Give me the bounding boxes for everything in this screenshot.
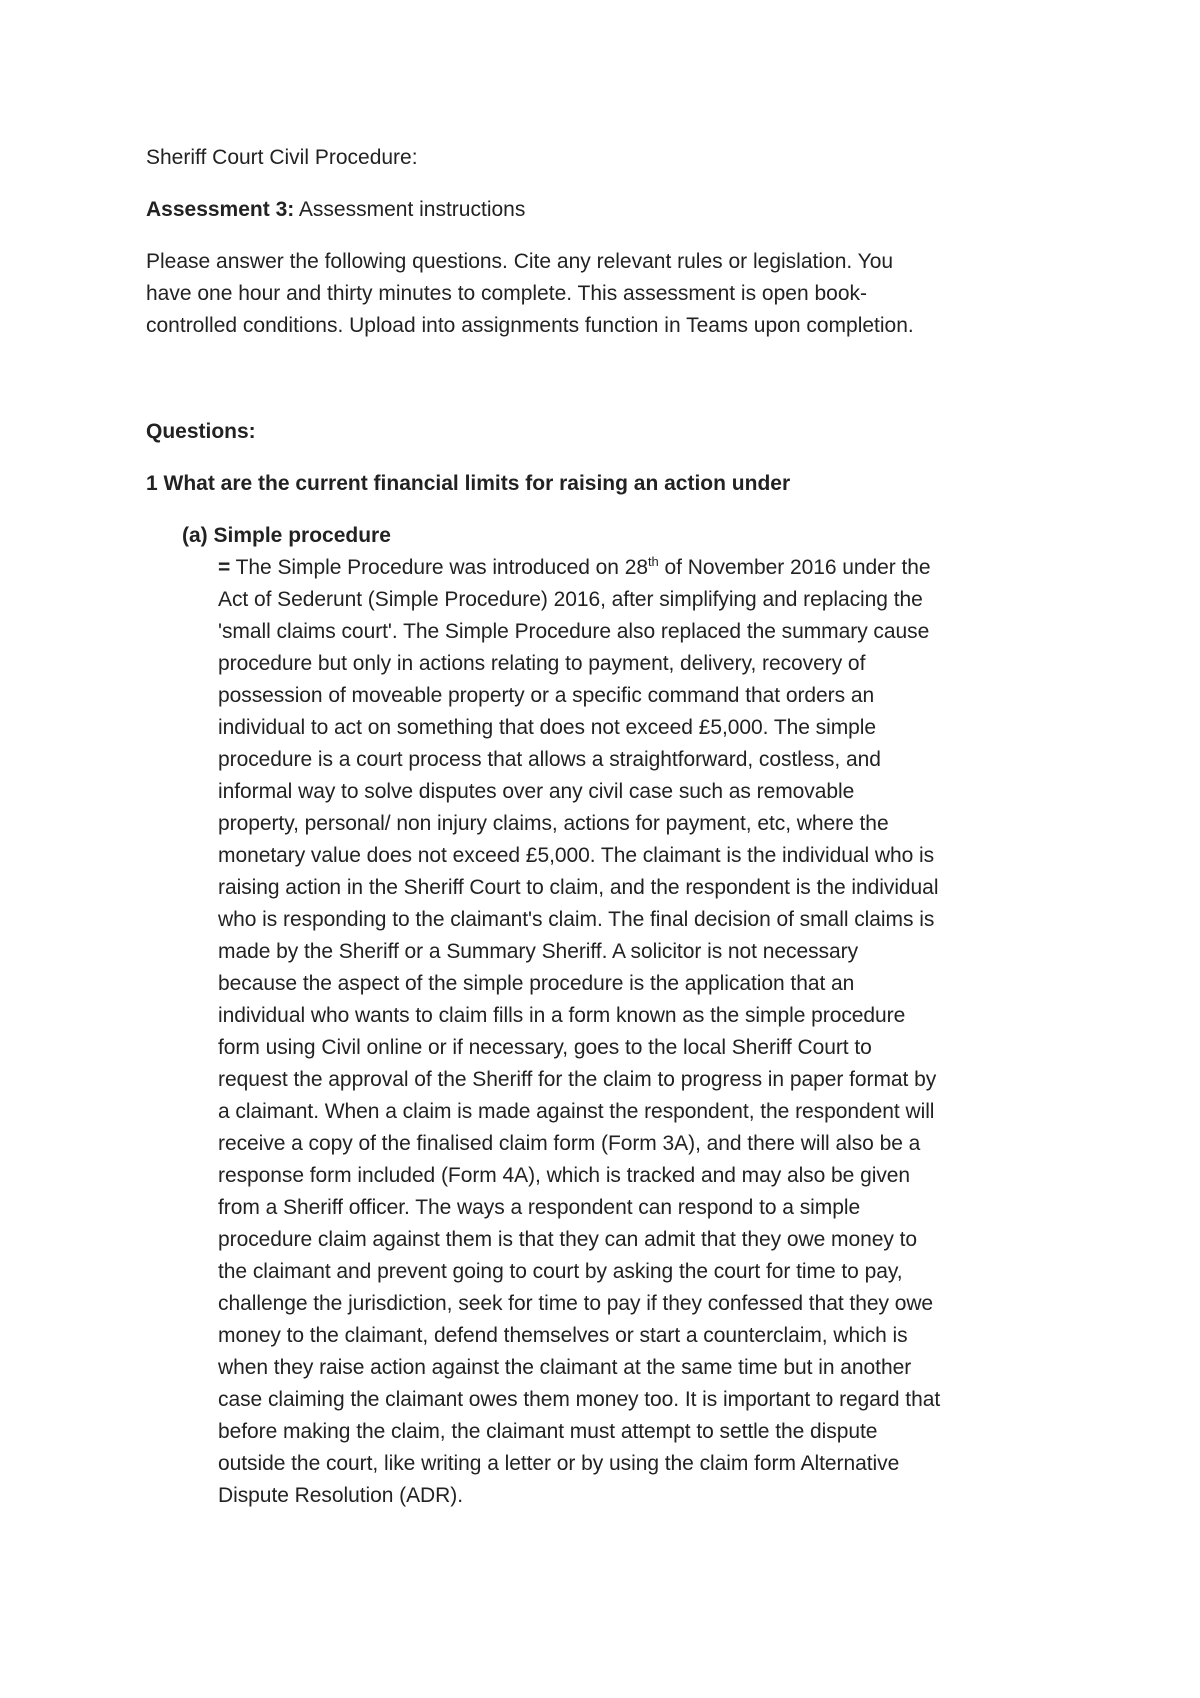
answer-marker: = — [218, 556, 231, 579]
answer-line: individual who wants to claim fills in a form known as the simple procedure — [218, 1004, 906, 1027]
answer-line: informal way to solve disputes over any civil case such as removable — [218, 780, 855, 803]
answer-text: The Simple Procedure was introduced on 28 — [230, 556, 648, 579]
answer-line: property, personal/ non injury claims, actions for payment, etc, where the — [218, 812, 889, 835]
answer-a — [218, 552, 1200, 1512]
answer-line: because the aspect of the simple procedure is the application that an — [218, 972, 855, 995]
answer-line: request the approval of the Sheriff for the claim to progress in paper format by — [218, 1068, 937, 1091]
instructions-line: Please answer the following questions. Cite any relevant rules or legislation. You — [146, 250, 894, 273]
answer-line: procedure is a court process that allows a straightforward, costless, and — [218, 748, 881, 771]
answer-line: Act of Sederunt (Simple Procedure) 2016, after simplifying and replacing the — [218, 588, 923, 611]
answer-line: before making the claim, the claimant must attempt to settle the dispute — [218, 1420, 878, 1443]
document-title: Sheriff Court Civil Procedure: — [146, 146, 418, 169]
answer-text: of November 2016 under the — [658, 556, 931, 579]
answer-line: challenge the jurisdiction, seek for time to pay if they confessed that they owe — [218, 1292, 934, 1315]
answer-line: money to the claimant, defend themselves or start a counterclaim, which is — [218, 1324, 908, 1347]
question-1: 1 What are the current financial limits for raising an action under — [146, 472, 791, 495]
answer-line: from a Sheriff officer. The ways a respondent can respond to a simple — [218, 1196, 861, 1219]
ordinal-suffix: th — [647, 554, 659, 569]
answer-line: the claimant and prevent going to court by asking the court for time to pay, — [218, 1260, 903, 1283]
subquestion-a-heading: (a) Simple procedure — [182, 524, 391, 547]
answer-line: receive a copy of the finalised claim form (Form 3A), and there will also be a — [218, 1132, 921, 1155]
answer-line: 'small claims court'. The Simple Procedure also replaced the summary cause — [218, 620, 930, 643]
answer-line: outside the court, like writing a letter or by using the claim form Alternative — [218, 1452, 900, 1475]
answer-line: response form included (Form 4A), which is tracked and may also be given — [218, 1164, 911, 1187]
instructions-line: have one hour and thirty minutes to complete. This assessment is open book- — [146, 282, 868, 305]
answer-line: monetary value does not exceed £5,000. The claimant is the individual who is — [218, 844, 935, 867]
answer-line: procedure but only in actions relating to payment, delivery, recovery of — [218, 652, 866, 675]
answer-line: who is responding to the claimant's claim. The final decision of small claims is — [218, 908, 935, 931]
answer-line: form using Civil online or if necessary, goes to the local Sheriff Court to — [218, 1036, 872, 1059]
answer-line: case claiming the claimant owes them money too. It is important to regard that — [218, 1388, 941, 1411]
assessment-label: Assessment 3: — [146, 198, 295, 221]
instructions-line: controlled conditions. Upload into assignments function in Teams upon completion. — [146, 314, 914, 337]
answer-line: a claimant. When a claim is made against the respondent, the respondent will — [218, 1100, 935, 1123]
answer-line: individual to act on something that does not exceed £5,000. The simple — [218, 716, 877, 739]
answer-line: raising action in the Sheriff Court to claim, and the respondent is the individual — [218, 876, 939, 899]
answer-line — [218, 552, 1200, 584]
instructions-paragraph — [146, 246, 1200, 342]
answer-line: when they raise action against the claimant at the same time but in another — [218, 1356, 912, 1379]
assessment-subtitle: Assessment instructions — [294, 198, 526, 221]
assessment-heading — [146, 194, 1200, 226]
questions-heading: Questions: — [146, 420, 256, 443]
answer-line: Dispute Resolution (ADR). — [218, 1484, 464, 1507]
answer-line: procedure claim against them is that they can admit that they owe money to — [218, 1228, 918, 1251]
answer-line: made by the Sheriff or a Summary Sheriff. A solicitor is not necessary — [218, 940, 859, 963]
answer-line: possession of moveable property or a specific command that orders an — [218, 684, 875, 707]
